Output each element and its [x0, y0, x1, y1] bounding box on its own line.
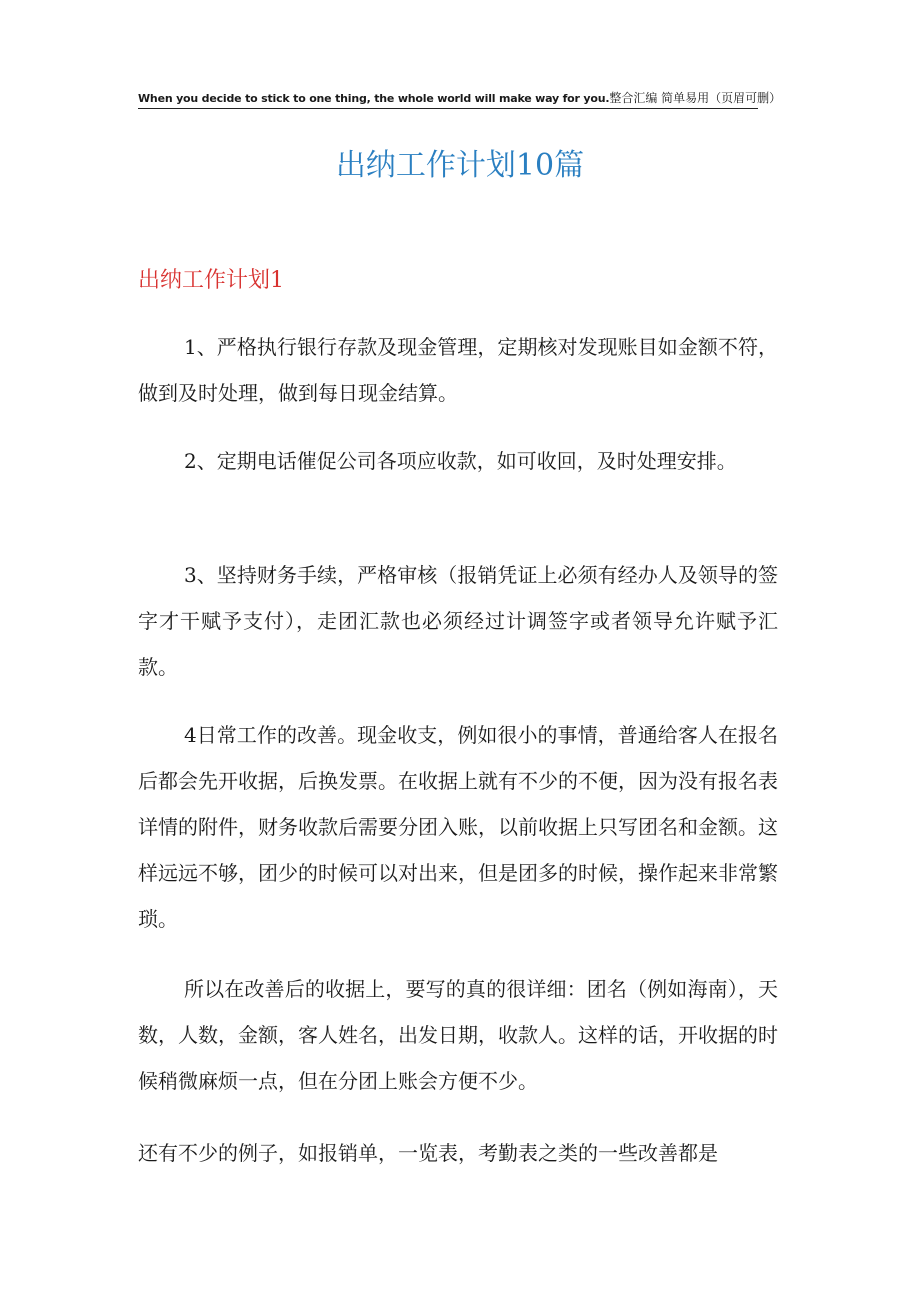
- page-header: [138, 90, 782, 109]
- paragraph-1: 1、严格执行银行存款及现金管理，定期核对发现账目如金额不符，做到及时处理，做到每日现金结算。: [138, 335, 778, 405]
- document-title: 出纳工作计划10篇: [335, 148, 585, 183]
- paragraph-5: 所以在改善后的收据上，要写的真的很详细：团名（例如海南），天数，人数，金额，客人姓名，出发日期，收款人。这样的话，开收据的时候稍微麻烦一点，但在分团上账会方便不少。: [138, 977, 778, 1093]
- section-heading: 出纳工作计划1: [138, 268, 284, 293]
- paragraph-2: 2、定期电话催促公司各项应收款，如可收回，及时处理安排。: [184, 449, 737, 473]
- paragraph-6: 还有不少的例子，如报销单，一览表，考勤表之类的一些改善都是: [138, 1141, 718, 1165]
- paragraph-4: 4日常工作的改善。现金收支，例如很小的事情，普通给客人在报名后都会先开收据，后换发票。在收据上就有不少的不便，因为没有报名表详情的附件，财务收款后需要分团入账，以前收据上只写团名和金额。这样远远不够，团少的时候可以对出来，但是团多的时候，操作起来非常繁琐。: [138, 723, 778, 931]
- paragraph-3: 3、坚持财务手续，严格审核（报销凭证上必须有经办人及领导的签字才干赋予支付），走团汇款也必须经过计调签字或者领导允许赋予汇款。: [138, 563, 778, 679]
- header-quote: When you decide to stick to one thing, the whole world will make way for you.: [138, 92, 610, 105]
- header-note: 整合汇编 简单易用（页眉可删）: [609, 91, 782, 105]
